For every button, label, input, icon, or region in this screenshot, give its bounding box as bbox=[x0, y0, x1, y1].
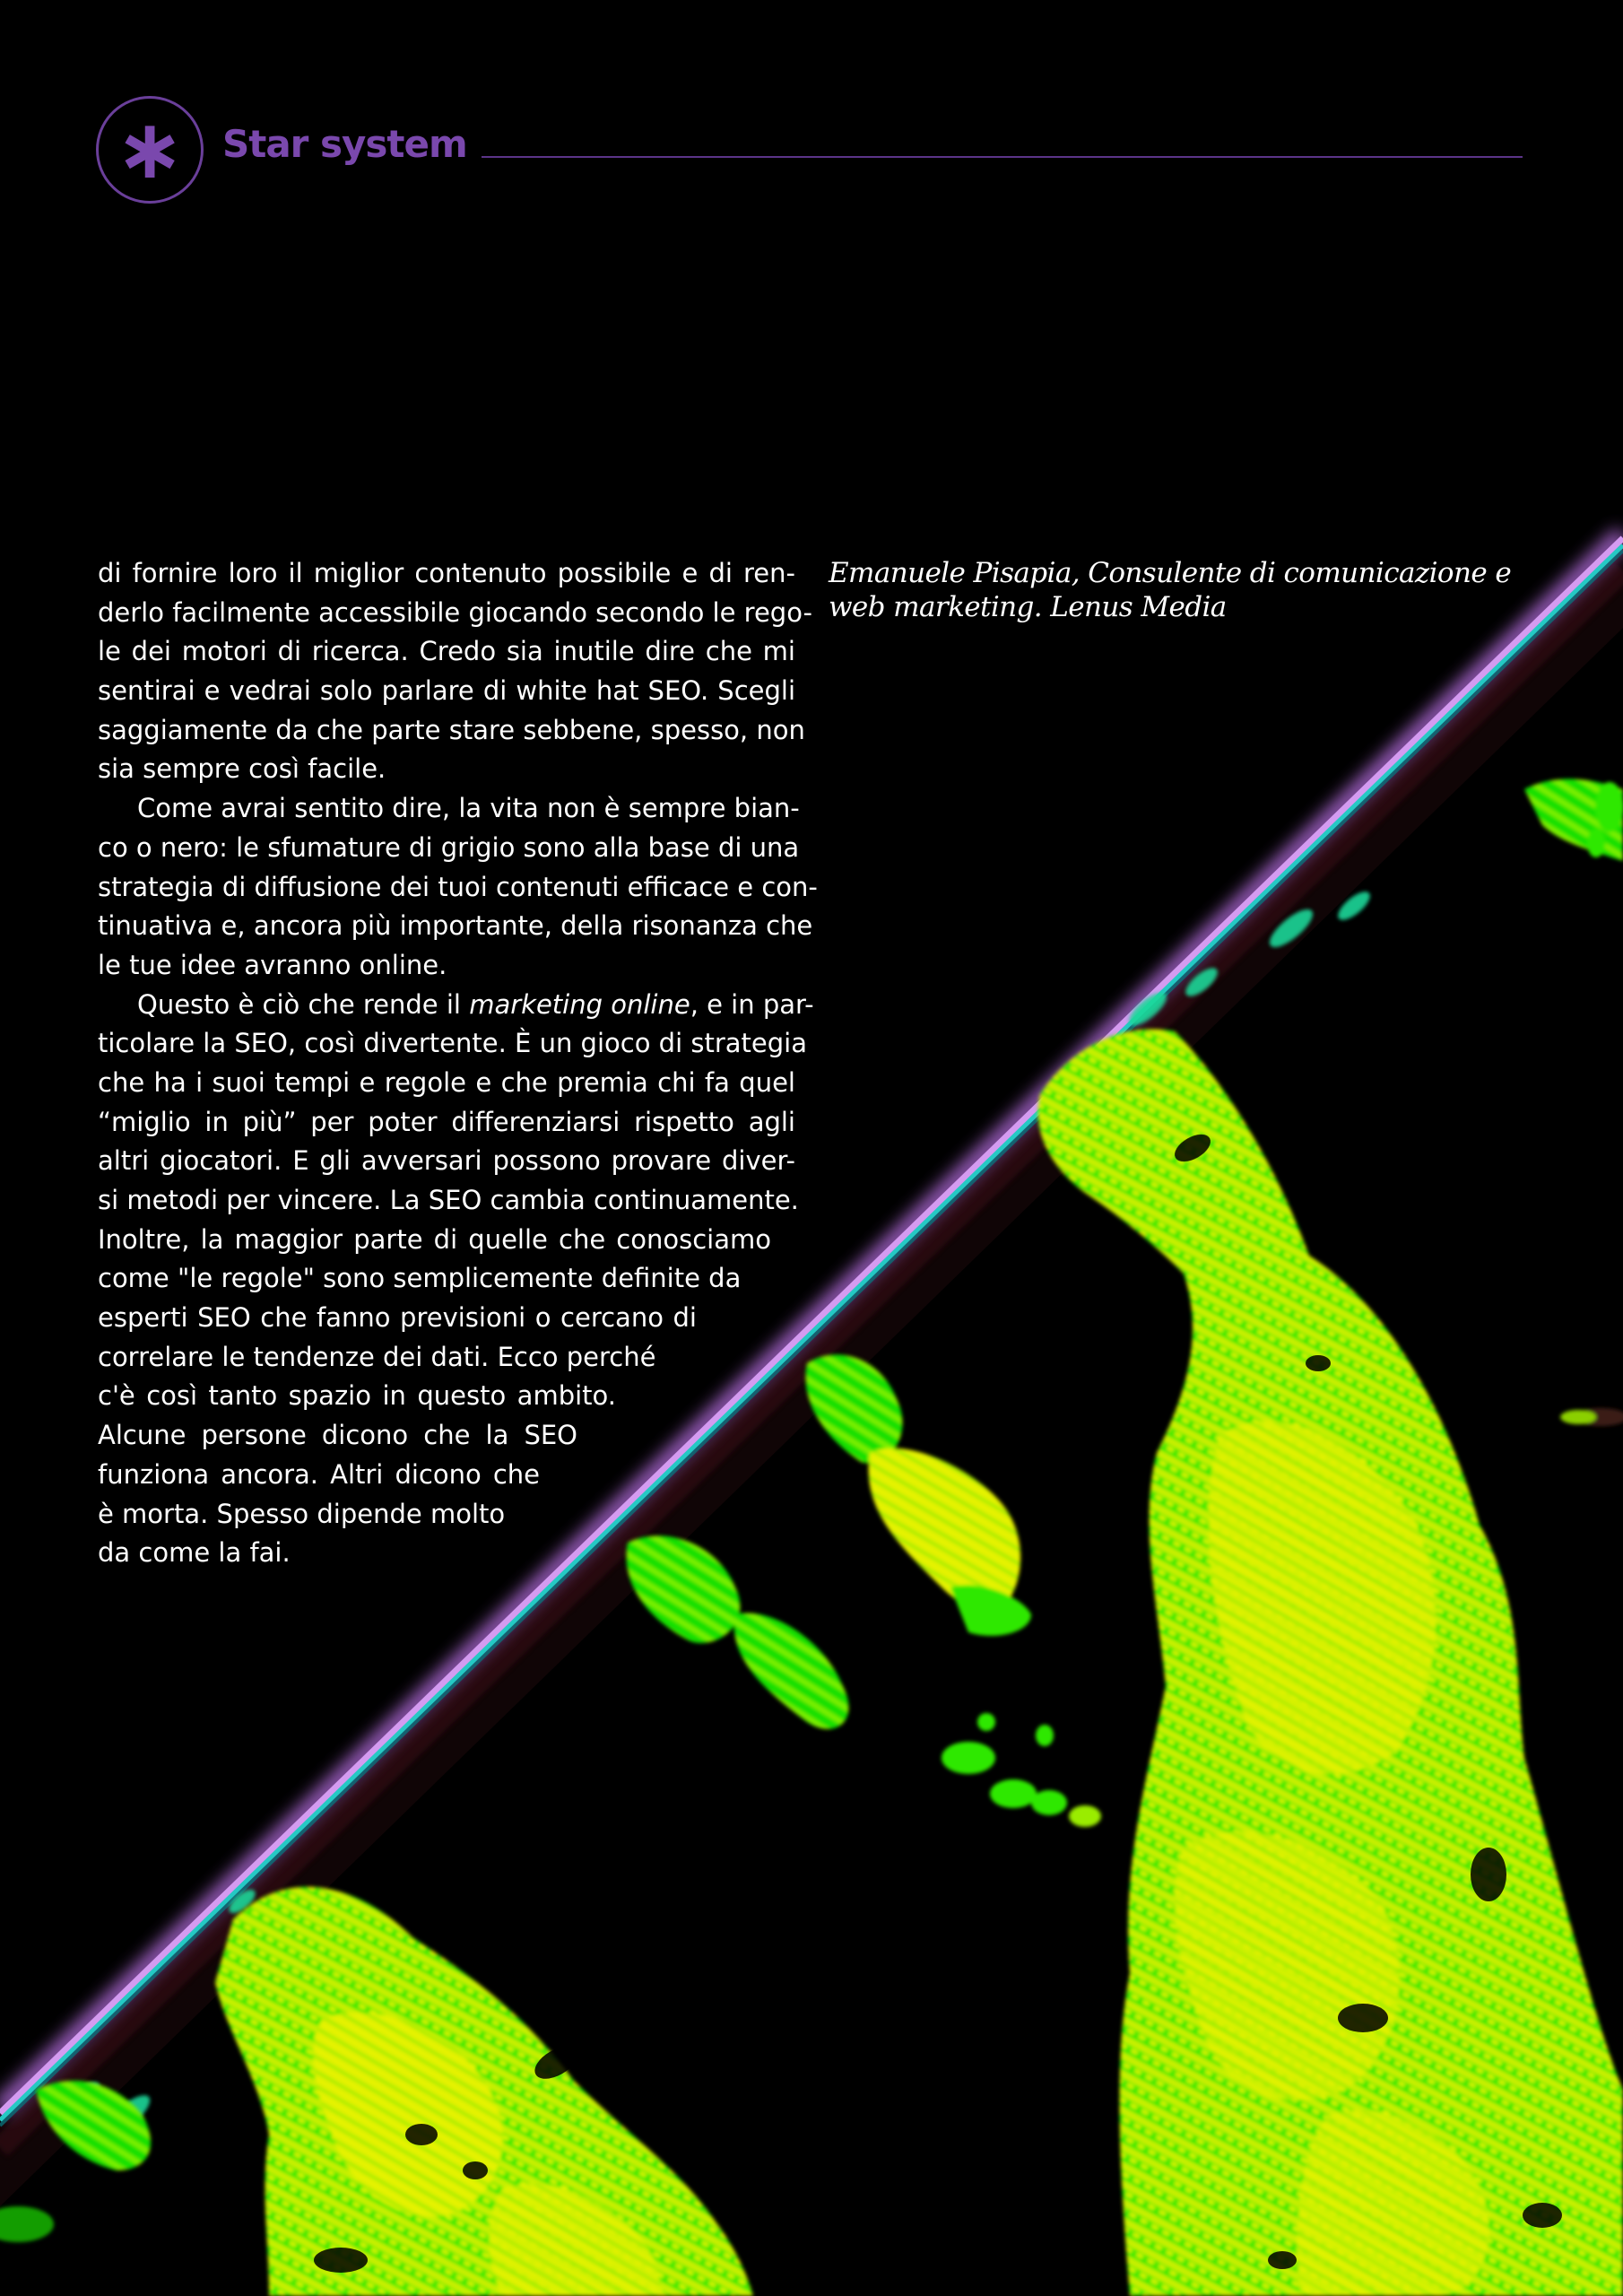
text-line: Inoltre, la maggior parte di quelle che conosciamo bbox=[98, 1223, 771, 1255]
text-span: Questo è ciò che rende il bbox=[137, 988, 470, 1020]
text-line: Alcune persone dicono che la SEO bbox=[98, 1420, 577, 1451]
text-span: , e in par- bbox=[690, 988, 814, 1020]
text-line: esperti SEO che fanno previsioni o cercano di bbox=[98, 1302, 697, 1334]
text-line: è morta. Spesso dipende molto bbox=[98, 1498, 506, 1529]
section-title: Star system bbox=[222, 122, 467, 166]
text-line: derlo facilmente accessibile giocando secondo le rego- bbox=[98, 596, 812, 628]
asterisk-icon: ∗ bbox=[115, 101, 185, 197]
text-line: sia sempre così facile. bbox=[98, 753, 386, 785]
text-line: da come la fai. bbox=[98, 1537, 291, 1569]
paragraph-2 bbox=[98, 789, 818, 985]
text-line: di fornire loro il miglior contenuto possibile e di ren- bbox=[98, 558, 795, 588]
text-line: funziona ancora. Altri dicono che bbox=[98, 1458, 540, 1490]
text-line: come "le regole" sono semplicemente definite da bbox=[98, 1263, 742, 1294]
header-divider bbox=[482, 156, 1523, 158]
paragraph-1 bbox=[98, 554, 812, 789]
author-caption: Emanuele Pisapia, Consulente di comunicazione e web marketing. Lenus Media bbox=[829, 557, 1512, 623]
text-line: che ha i suoi tempi e regole e che premia chi fa quel bbox=[98, 1066, 795, 1098]
section-badge bbox=[96, 96, 204, 204]
text-line: co o nero: le sfumature di grigio sono alla base di una bbox=[98, 831, 800, 863]
text-line: altri giocatori. E gli avversari possono provare diver- bbox=[98, 1145, 795, 1177]
text-line: le dei motori di ricerca. Credo sia inutile dire che mi bbox=[98, 636, 795, 667]
text-line: strategia di diffusione dei tuoi contenuti efficace e con- bbox=[98, 871, 818, 902]
text-line: le tue idee avranno online. bbox=[98, 949, 447, 980]
text-line: c'è così tanto spazio in questo ambito. bbox=[98, 1380, 616, 1412]
emphasis-text: marketing online bbox=[469, 988, 690, 1020]
text-line: saggiamente da che parte stare sebbene, spesso, non bbox=[98, 714, 805, 745]
text-line: “miglio in più” per poter differenziarsi rispetto agli bbox=[98, 1106, 795, 1137]
text-line: tinuativa e, ancora più importante, della risonanza che bbox=[98, 910, 813, 942]
text-line bbox=[98, 986, 814, 1025]
text-line: correlare le tendenze dei dati. Ecco perché bbox=[98, 1341, 656, 1372]
text-line: sentirai e vedrai solo parlare di white hat SEO. Scegli bbox=[98, 675, 795, 707]
text-line: Come avrai sentito dire, la vita non è sempre bian- bbox=[137, 793, 800, 824]
text-line: ticolare la SEO, così divertente. È un gioco di strategia bbox=[98, 1028, 807, 1059]
paragraph-3 bbox=[98, 986, 814, 1573]
article-body bbox=[98, 554, 818, 1573]
text-line: si metodi per vincere. La SEO cambia continuamente. bbox=[98, 1185, 799, 1215]
